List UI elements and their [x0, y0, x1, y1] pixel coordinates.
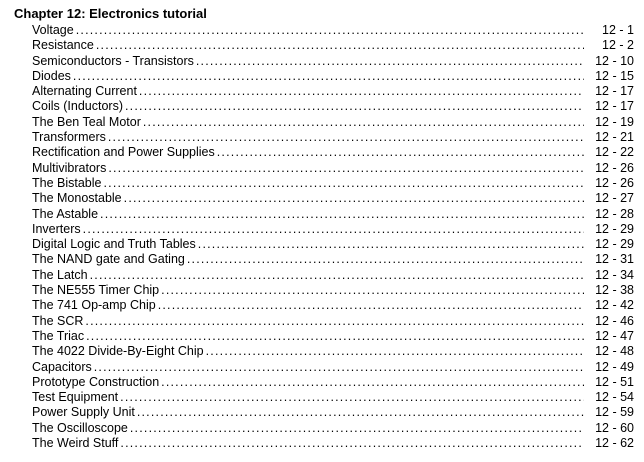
toc-entry-page-number: 12 - 28: [595, 206, 634, 221]
toc-entry-label: Capacitors: [32, 359, 92, 374]
toc-entry-page-number: 12 - 19: [595, 114, 634, 129]
toc-entry: [0, 54, 634, 69]
toc-entry-label: The SCR: [32, 313, 84, 328]
toc-entry-label: The Ben Teal Motor: [32, 114, 141, 129]
toc-entry: [0, 191, 634, 206]
dot-leader: [85, 314, 584, 329]
toc-entry: [0, 99, 634, 114]
toc-entry: [0, 252, 634, 267]
toc-entry: [0, 23, 634, 38]
toc-entry-page-number: 12 - 46: [595, 313, 634, 328]
toc-entry-label: The 741 Op-amp Chip: [32, 298, 156, 313]
toc-entry: [0, 390, 634, 405]
dot-leader: [83, 222, 584, 237]
toc-entry-page-number: 12 - 51: [595, 374, 634, 389]
toc-entry: [0, 176, 634, 191]
toc-entry-label: The Oscilloscope: [32, 420, 128, 435]
dot-leader: [137, 405, 584, 420]
dot-leader: [130, 421, 584, 436]
dot-leader: [103, 176, 584, 191]
toc-entry: [0, 329, 634, 344]
toc-entry-label: Alternating Current: [32, 84, 137, 99]
toc-entry-label: Digital Logic and Truth Tables: [32, 237, 196, 252]
toc-entry-label: The Latch: [32, 267, 88, 282]
dot-leader: [124, 191, 584, 206]
chapter-title: Chapter 12: Electronics tutorial: [14, 6, 207, 21]
toc-entry-label: The NAND gate and Gating: [32, 252, 185, 267]
toc-entry-page-number: 12 - 54: [595, 390, 634, 405]
toc-entry-page-number: 12 - 34: [595, 267, 634, 282]
toc-entry-label: Test Equipment: [32, 390, 119, 405]
dot-leader: [158, 298, 584, 313]
toc-entry-label: Voltage: [32, 23, 74, 37]
toc-entry: [0, 405, 634, 420]
dot-leader: [73, 69, 584, 84]
toc-entry-label: The Astable: [32, 206, 99, 221]
toc-entry-label: Inverters: [32, 221, 81, 236]
toc-entry: [0, 436, 634, 451]
toc-entry-page-number: 12 - 48: [595, 344, 634, 359]
toc-entry-page-number: 12 - 59: [595, 405, 634, 420]
toc-entry-page-number: 12 - 21: [595, 130, 634, 145]
toc-entry-page-number: 12 - 60: [595, 420, 634, 435]
toc-entry: [0, 375, 634, 390]
toc-entry: [0, 421, 634, 436]
toc-entry-page-number: 12 - 2: [602, 38, 634, 53]
toc-entry: [0, 84, 634, 99]
dot-leader: [86, 329, 584, 344]
dot-leader: [139, 84, 584, 99]
toc-entry: [0, 344, 634, 359]
toc-entry-page-number: 12 - 27: [595, 191, 634, 206]
dot-leader: [161, 375, 584, 390]
toc-entry: [0, 360, 634, 375]
toc-entry: [0, 298, 634, 313]
toc-entry-label: Power Supply Unit: [32, 405, 135, 420]
toc-entry-page-number: 12 - 49: [595, 359, 634, 374]
dot-leader: [196, 54, 584, 69]
toc-entry-label: Multivibrators: [32, 160, 107, 175]
toc-entry-label: Rectification and Power Supplies: [32, 145, 215, 160]
toc-entry-page-number: 12 - 10: [595, 53, 634, 68]
toc-entry-label: Transformers: [32, 130, 106, 145]
toc-entry: [0, 268, 634, 283]
toc-entry-label: Diodes: [32, 68, 71, 83]
toc-entry-label: The NE555 Timer Chip: [32, 283, 160, 298]
toc-entry-label: The Bistable: [32, 175, 102, 190]
dot-leader: [90, 268, 584, 283]
dot-leader: [217, 145, 584, 160]
toc-entry-page-number: 12 - 26: [595, 160, 634, 175]
toc-entry-page-number: 12 - 47: [595, 328, 634, 343]
dot-leader: [143, 115, 584, 130]
toc-entry-page-number: 12 - 26: [595, 175, 634, 190]
toc-entry: [0, 207, 634, 222]
toc-entry-label: The Weird Stuff: [32, 436, 119, 451]
dot-leader: [76, 23, 584, 38]
toc-entry-page-number: 12 - 22: [595, 145, 634, 160]
toc-entry: [0, 130, 634, 145]
toc-entry-page-number: 12 - 31: [595, 252, 634, 267]
toc-entry: [0, 314, 634, 329]
toc-entry-label: Resistance: [32, 38, 94, 53]
toc-entry-page-number: 12 - 38: [595, 283, 634, 298]
toc-entry-page-number: 12 - 17: [595, 99, 634, 114]
toc-entry-page-number: 12 - 29: [595, 237, 634, 252]
toc-entry-page-number: 12 - 1: [602, 23, 634, 37]
toc-entry-label: The 4022 Divide-By-Eight Chip: [32, 344, 204, 359]
toc-entry: [0, 222, 634, 237]
dot-leader: [206, 344, 584, 359]
dot-leader: [187, 252, 584, 267]
toc-entry-label: Semiconductors - Transistors: [32, 53, 194, 68]
dot-leader: [161, 283, 584, 298]
dot-leader: [125, 99, 584, 114]
toc-entry-label: The Monostable: [32, 191, 122, 206]
dot-leader: [120, 436, 584, 451]
toc-entry-page-number: 12 - 42: [595, 298, 634, 313]
toc-entry-page-number: 12 - 62: [595, 436, 634, 451]
toc-list: [0, 23, 644, 451]
toc-entry: [0, 145, 634, 160]
toc-entry-page-number: 12 - 29: [595, 221, 634, 236]
toc-entry: [0, 69, 634, 84]
toc-entry: [0, 161, 634, 176]
dot-leader: [198, 237, 584, 252]
dot-leader: [96, 38, 584, 53]
toc-entry: [0, 115, 634, 130]
dot-leader: [94, 360, 584, 375]
toc-entry: [0, 38, 634, 53]
toc-entry-label: Coils (Inductors): [32, 99, 123, 114]
toc-entry-label: Prototype Construction: [32, 374, 160, 389]
dot-leader: [108, 130, 584, 145]
toc-entry-page-number: 12 - 15: [595, 68, 634, 83]
toc-entry: [0, 237, 634, 252]
toc-entry-label: The Triac: [32, 328, 85, 343]
toc-entry: [0, 283, 634, 298]
toc-entry-page-number: 12 - 17: [595, 84, 634, 99]
dot-leader: [108, 161, 584, 176]
dot-leader: [100, 207, 584, 222]
dot-leader: [120, 390, 584, 405]
